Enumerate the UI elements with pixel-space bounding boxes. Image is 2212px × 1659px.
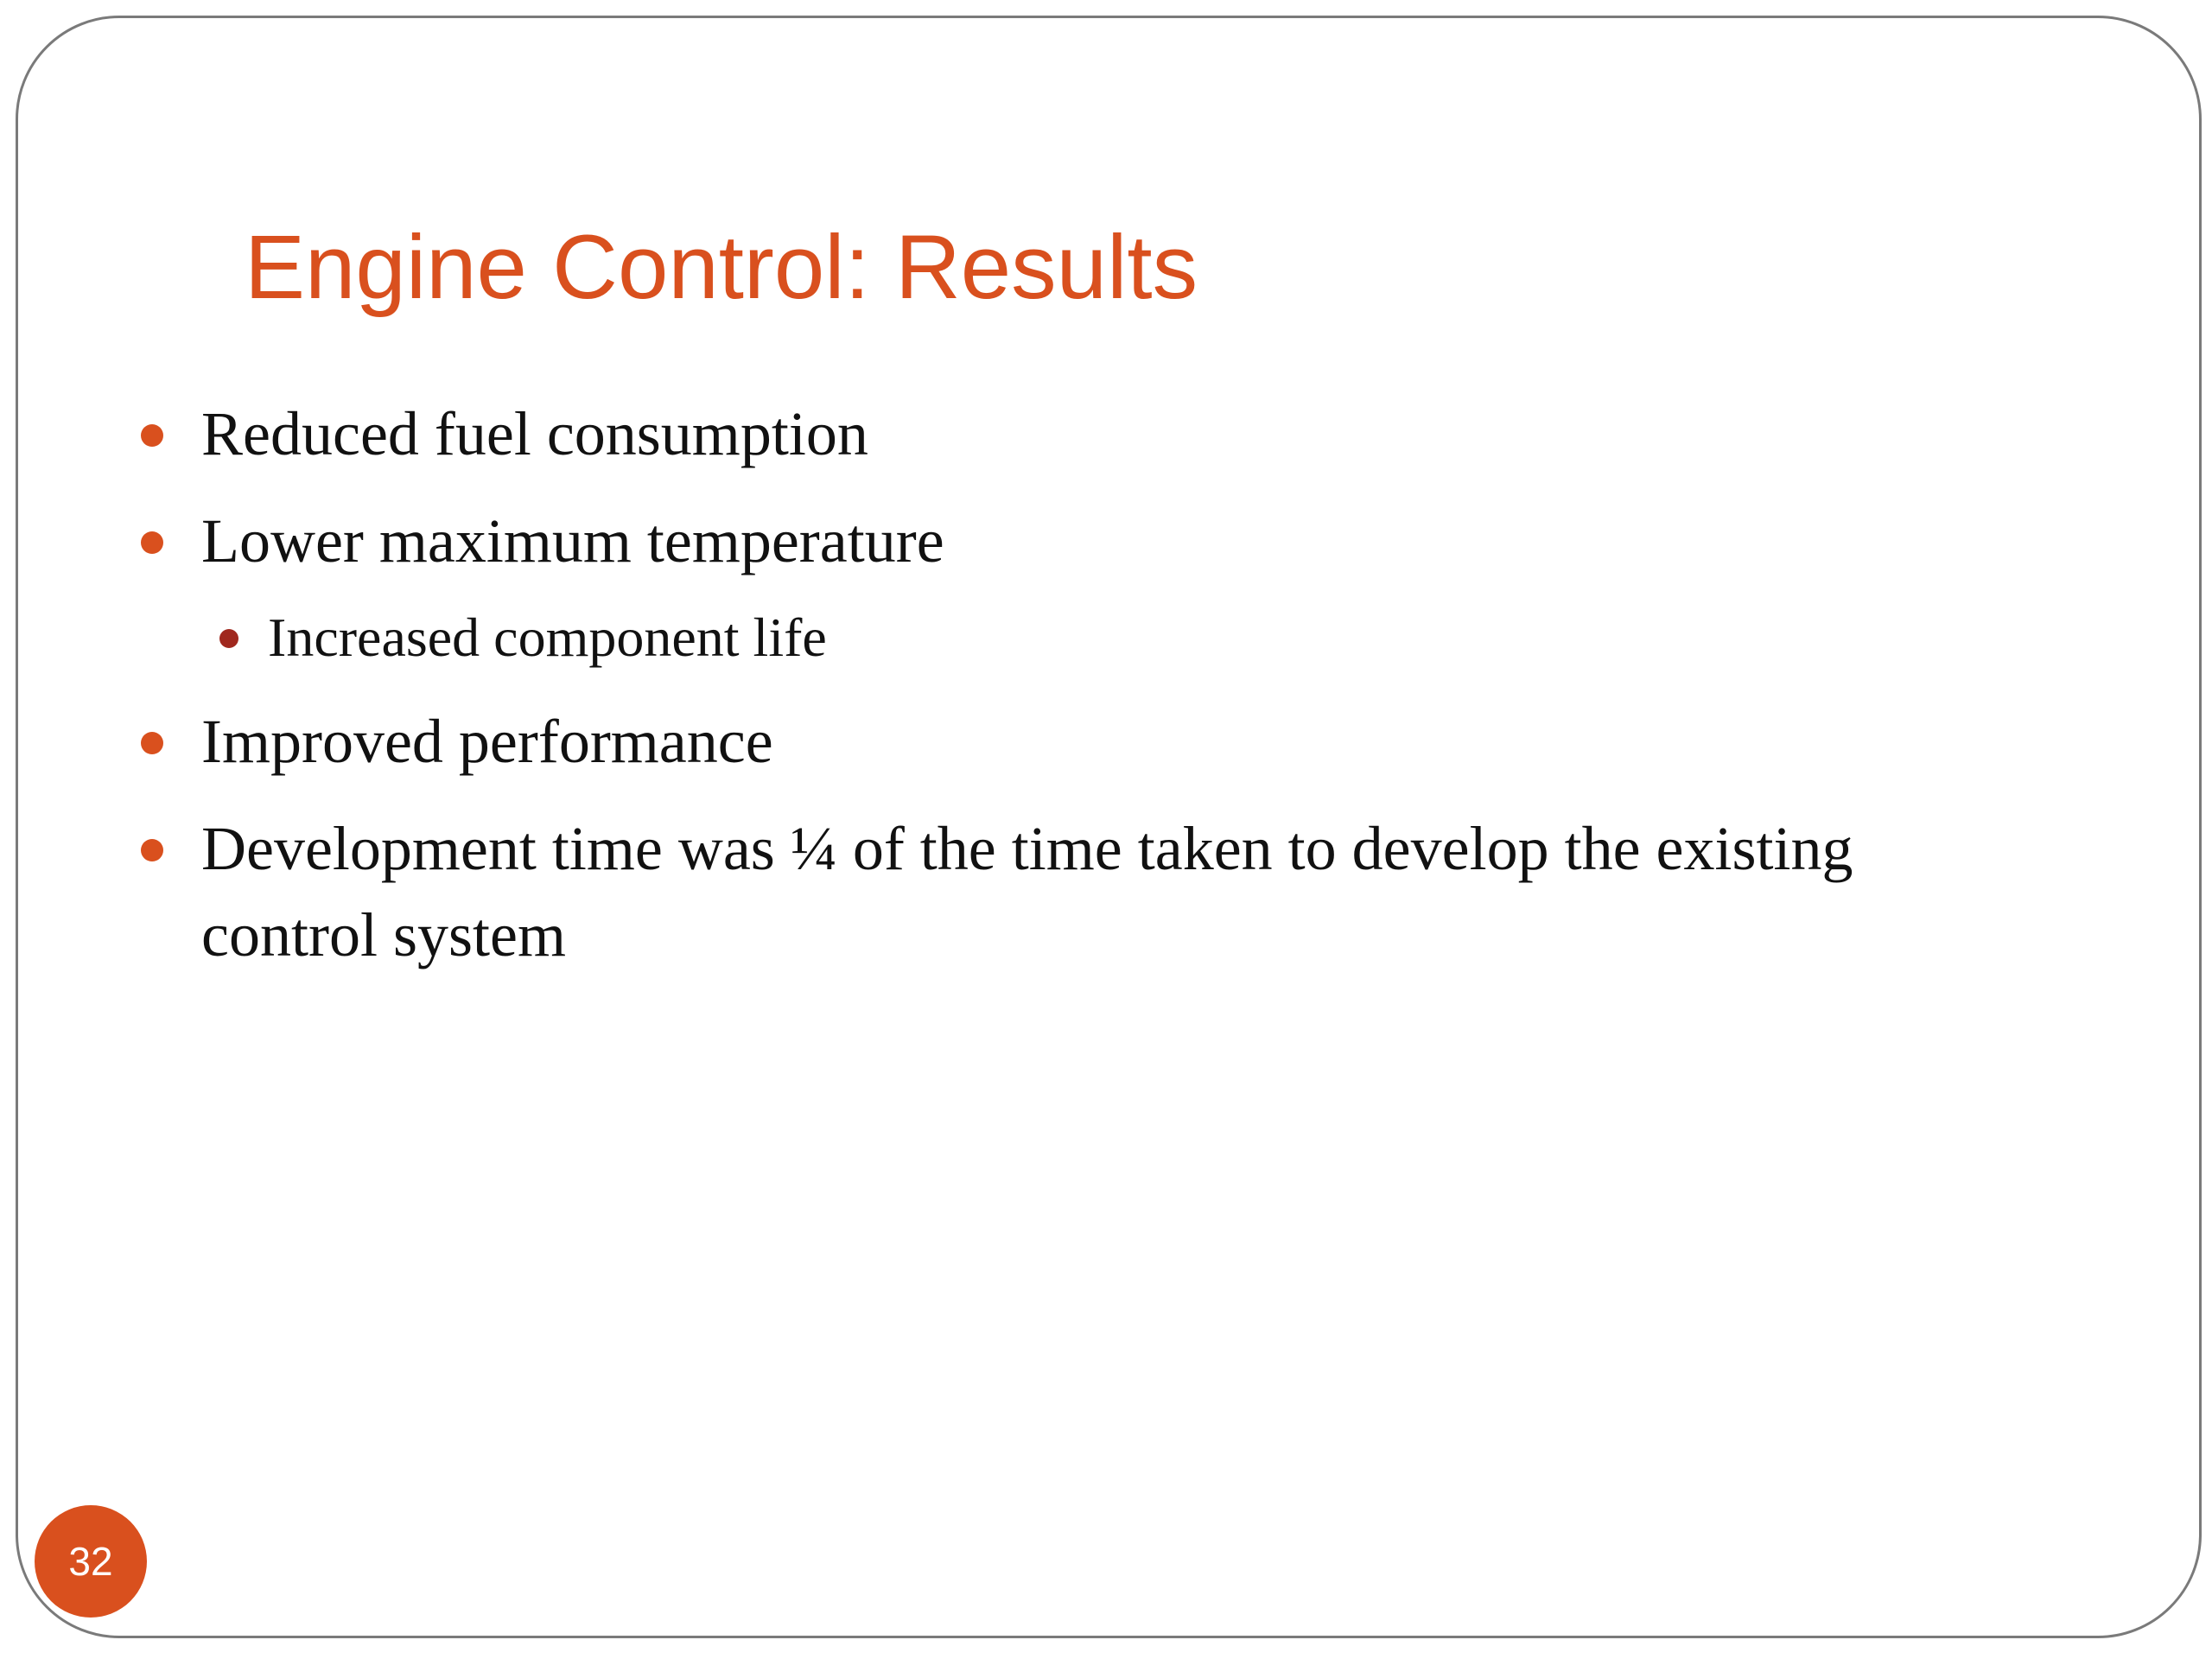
bullet-item — [201, 391, 868, 477]
slide-title: Engine Control: Results — [245, 217, 1198, 318]
bullet-dot-icon — [141, 531, 163, 554]
sub-bullet-item — [268, 594, 827, 681]
bullet-dot-icon — [141, 424, 163, 447]
bullet-dot-icon — [141, 839, 163, 861]
bullet-item — [201, 698, 773, 785]
sub-bullet-dot-icon — [219, 629, 238, 648]
bullet-dot-icon — [141, 732, 163, 754]
bullet-item — [201, 805, 2042, 978]
bullet-text: Development time was ¼ of the time taken to develop the existing control system — [201, 814, 1853, 969]
bullet-text: Improved performance — [201, 707, 773, 776]
page-number: 32 — [68, 1539, 113, 1584]
bullet-text: Increased component life — [268, 607, 827, 668]
bullet-item — [201, 498, 944, 584]
page-number-badge — [35, 1505, 147, 1618]
bullet-text: Lower maximum temperature — [201, 506, 944, 575]
bullet-text: Reduced fuel consumption — [201, 399, 868, 468]
